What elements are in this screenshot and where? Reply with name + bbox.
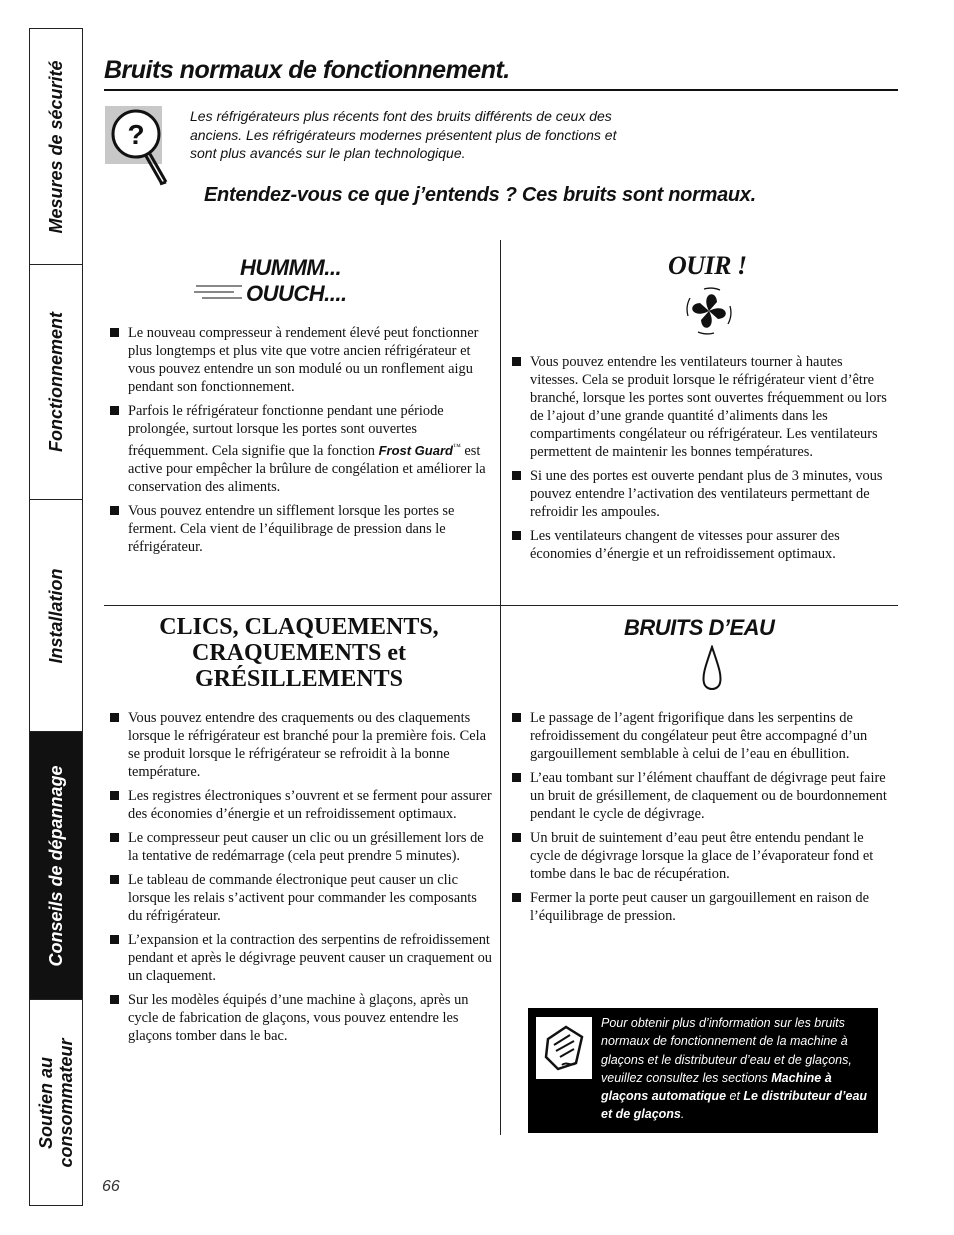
tab-label: Installation: [46, 567, 66, 664]
list-item: Le tableau de commande électronique peut causer un clic lorsque les relais s’activent pour commander les composants du réfrigérateur.: [106, 871, 494, 925]
page-number: 66: [102, 1178, 120, 1195]
intro-text: Les réfrigérateurs plus récents font des bruits différents de ceux des anciens. Les réfrigérateurs modernes présentent plus de fonctions et sont plus avancés sur le plan technologique.: [190, 108, 617, 161]
tab-label: Conseils de dépannage: [46, 764, 66, 967]
fan-icon: [684, 286, 734, 336]
section-subtitle: Entendez-vous ce que j’entends ? Ces bruits sont normaux.: [204, 184, 756, 206]
list-item: Fermer la porte peut causer un gargouillement en raison de l’équilibrage de pression.: [508, 889, 896, 925]
tab-installation[interactable]: [30, 500, 82, 732]
tab-fonctionnement[interactable]: [30, 265, 82, 500]
list-item: Sur les modèles équipés d’une machine à glaçons, après un cycle de fabrication de glaçons, vous pouvez entendre les glaçons tomber dans le bac.: [106, 991, 494, 1045]
info-box: [528, 1008, 878, 1133]
list-item: Vous pouvez entendre des craquements ou des claquements lorsque le réfrigérateur est branché pour la première fois. Cela se produit lorsque le réfrigérateur se refroidit à la bonne température.: [106, 709, 494, 781]
tab-conseils-de-depannage[interactable]: [30, 732, 82, 1000]
list-item: Le compresseur peut causer un clic ou un grésillement lors de la tentative de redémarrage (cela peut prendre 5 minutes).: [106, 829, 494, 865]
water-title: BRUITS D’EAU: [624, 615, 775, 640]
fan-title: OUIR !: [668, 251, 747, 280]
list-item: Le passage de l’agent frigorifique dans les serpentins de refroidissement du congélateur peut être accompagné d’un gargouillement semblable à celui de l’eau en ébullition.: [508, 709, 896, 763]
fan-bullet-list: [508, 353, 892, 569]
info-text: Pour obtenir plus d’information sur les bruits normaux de fonctionnement de la machine à glaçons et le distributeur d’eau et de glaçons, veuillez consultez les sections Machine à glaçons automatique et Le distributeur d’eau et de glaçons.: [601, 1016, 868, 1122]
hum-bullet-list: [106, 324, 492, 562]
title-divider: [104, 89, 898, 91]
hum-title-line2: OUUCH....: [246, 281, 347, 306]
sidebar-tabs: [29, 28, 83, 1206]
tab-label: Mesures de sécurité: [46, 59, 66, 234]
list-item: Si une des portes est ouverte pendant plus de 3 minutes, vous pouvez entendre l’activation des ventilateurs permettant de refroidir les ampoules.: [508, 467, 892, 521]
list-item: L’eau tombant sur l’élément chauffant de dégivrage peut faire un bruit de grésillement, de claquement ou de bourdonnement pendant le cycle de dégivrage.: [508, 769, 896, 823]
trademark-frost-guard: Frost Guard: [378, 442, 453, 458]
clicks-title-line3: GRÉSILLEMENTS: [194, 666, 404, 692]
clicks-title-line1: CLICS, CLAQUEMENTS,: [159, 614, 439, 640]
hum-title-line1: HUMMM...: [240, 255, 342, 280]
list-item: Vous pouvez entendre les ventilateurs tourner à hautes vitesses. Cela se produit lorsque le réfrigérateur vient d’être branché, lorsque les portes sont ouvertes fréquemment ou lors de l’ajout d’une grande quantité d’aliments dans les compartiments congélateur ou réfrigérateur. Les ventilateurs permettent de maintenir les bonnes températures.: [508, 353, 892, 461]
page-title: Bruits normaux de fonctionnement.: [104, 56, 510, 84]
list-item: Vous pouvez entendre un sifflement lorsque les portes se ferment. Cela vient de l’équilibrage de pression dans le réfrigérateur.: [106, 502, 492, 556]
row-divider: [104, 605, 898, 606]
motion-lines-icon: [194, 282, 244, 302]
list-item: Un bruit de suintement d’eau peut être entendu pendant le cycle de dégivrage lorsque la glace de l’évaporateur fond et tombe dans le bac de récupération.: [508, 829, 896, 883]
list-item: Parfois le réfrigérateur fonctionne pendant une période prolongée, surtout lorsque les portes sont ouvertes fréquemment. Cela signifie que la fonction Frost Guard™ est active pour empêcher la brûlure de congélation et améliorer la conservation des aliments.: [106, 402, 492, 496]
list-item: Les ventilateurs changent de vitesses pour assurer des économies d’énergie et un refroidissement optimaux.: [508, 527, 892, 563]
list-item: L’expansion et la contraction des serpentins de refroidissement pendant et après le dégivrage peuvent causer un craquement ou un claquement.: [106, 931, 494, 985]
water-bullet-list: [508, 709, 896, 931]
column-divider-top: [500, 240, 501, 605]
list-item: Le nouveau compresseur à rendement élevé peut fonctionner plus longtemps et plus vite que votre ancien réfrigérateur et vous pouvez entendre un son modulé ou un ronflement aigu pendant son fonctionnement.: [106, 324, 492, 396]
clicks-bullet-list: [106, 709, 494, 1051]
question-magnifier-icon: [104, 104, 168, 190]
tab-label: Soutien au consommateur: [36, 1037, 76, 1168]
tab-soutien-au-consommateur[interactable]: [30, 1000, 82, 1205]
tab-mesures-de-securite[interactable]: [30, 29, 82, 265]
notebook-icon: [536, 1017, 592, 1079]
tab-label: Fonctionnement: [46, 312, 66, 452]
water-drop-icon: [700, 645, 724, 693]
link-distributeur: Le distributeur d’eau et de glaçons: [601, 1089, 868, 1122]
clicks-title: [104, 614, 494, 692]
list-item: Les registres électroniques s’ouvrent et se ferment pour assurer des économies d’énergie et un refroidissement optimaux.: [106, 787, 494, 823]
column-divider-bottom: [500, 605, 501, 1135]
clicks-title-line2: CRAQUEMENTS et: [192, 640, 406, 666]
link-machine-a-glacons: Machine à glaçons automatique: [601, 1070, 832, 1104]
svg-text:?: ?: [127, 119, 145, 150]
